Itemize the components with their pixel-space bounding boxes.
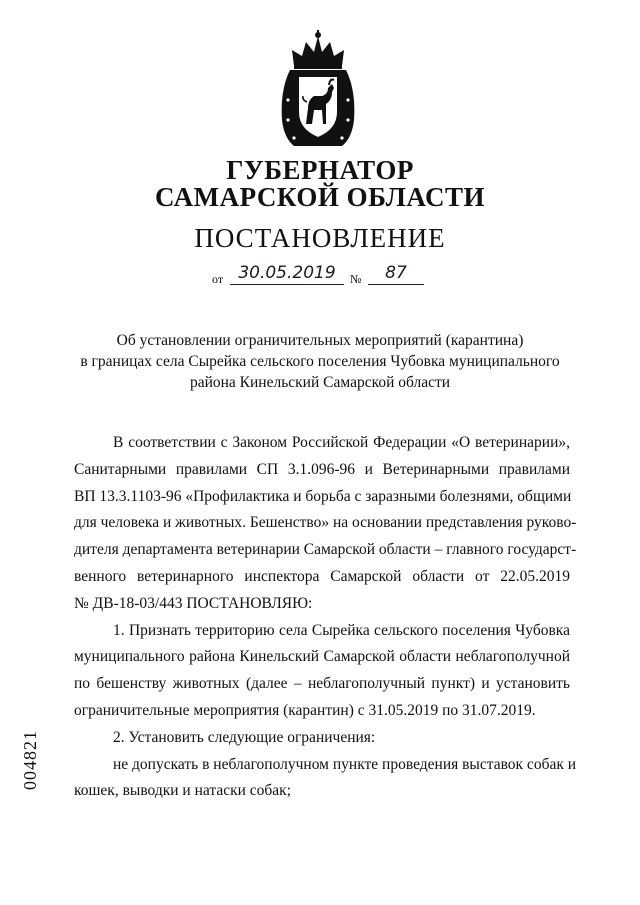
dateline: [212, 262, 432, 288]
subject-line: Об установлении ограничительных мероприятий (карантина): [116, 332, 524, 349]
text-line: 2. Установить следующие ограничения:: [113, 728, 376, 746]
subject: [60, 330, 580, 393]
text-line: муниципального района Кинельский Самарской области неблагополучной: [74, 648, 570, 666]
document-type: ПОСТАНОВЛЕНИЕ: [194, 223, 446, 253]
text-line: № ДВ-18-03/443 ПОСТАНОВЛЯЮ:: [74, 594, 313, 612]
number-label: №: [350, 272, 362, 286]
date-from-label: от: [212, 272, 224, 286]
header-title-line1: ГУБЕРНАТОР: [226, 155, 414, 185]
text-line: ограничительные мероприятия (карантин) с 31.05.2019 по 31.07.2019.: [74, 701, 536, 719]
text-line: В соответствии с Законом Российской Федерации «О ветеринарии»,: [113, 434, 570, 451]
side-serial-number: 004821: [20, 730, 40, 790]
document-number: 87: [368, 262, 424, 285]
coat-of-arms-icon: [272, 30, 364, 150]
text-line: по бешенству животных (далее – неблагополучный пункт) и установить: [74, 675, 570, 693]
text-line: Санитарными правилами СП 3.1.096-96 и Ветеринарными правилами: [74, 460, 570, 478]
document-date: 30.05.2019: [230, 262, 344, 285]
body-text: [74, 430, 577, 805]
text-line: для человека и животных. Бешенство» на основании представления руково-: [74, 514, 577, 532]
text-line: не допускать в неблагополучном пункте проведения выставок собак и: [113, 755, 577, 773]
text-line: венного ветеринарного инспектора Самарской области от 22.05.2019: [74, 567, 570, 585]
text-line: кошек, выводки и натаски собак;: [74, 782, 292, 800]
subject-line: в границах села Сырейка сельского поселения Чубовка муниципального: [80, 353, 560, 370]
text-line: ВП 13.3.1103-96 «Профилактика и борьба с заразными болезнями, общими: [74, 487, 572, 505]
subject-line: района Кинельский Самарской области: [189, 374, 451, 391]
header-title-line2: САМАРСКОЙ ОБЛАСТИ: [154, 182, 486, 212]
text-line: 1. Признать территорию села Сырейка сельского поселения Чубовка: [113, 621, 570, 639]
text-line: дителя департамента ветеринарии Самарской области – главного государст-: [74, 541, 577, 559]
